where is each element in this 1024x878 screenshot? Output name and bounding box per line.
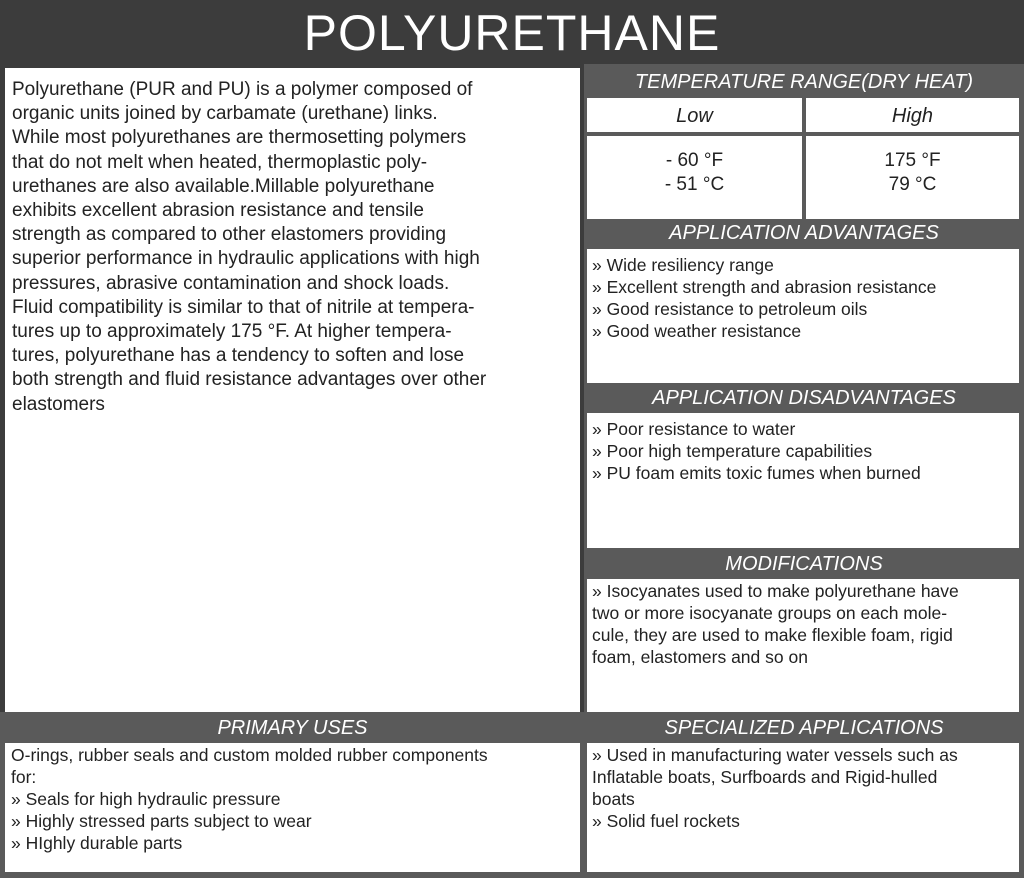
primary-uses-line: O-rings, rubber seals and custom molded rubber components [11, 745, 488, 765]
specialized-line: » Used in manufacturing water vessels such as [592, 745, 958, 765]
description-line: organic units joined by carbamate (urethane) links. [12, 103, 438, 125]
primary-uses-heading: PRIMARY USES [5, 714, 580, 742]
primary-uses-line: » Seals for high hydraulic pressure [11, 789, 281, 809]
temperature-high-f: 175 °F [884, 150, 941, 171]
description-line: While most polyurethanes are thermosetting polymers [12, 127, 467, 149]
specialized-line: » Solid fuel rockets [592, 811, 740, 831]
temperature-high-values [806, 136, 1019, 219]
description-line: strength as compared to other elastomers providing [12, 224, 447, 246]
advantage-item: » Excellent strength and abrasion resistance [592, 277, 937, 297]
page-title: POLYURETHANE [303, 5, 721, 61]
description-line: tures up to approximately 175 °F. At higher tempera- [12, 321, 452, 343]
modifications-line: cule, they are used to make flexible foam, rigid [592, 625, 953, 645]
modifications-text [587, 579, 1019, 712]
description-line: urethanes are also available.Millable polyurethane [12, 175, 435, 197]
temperature-low-label: Low [587, 98, 802, 132]
modifications-line: » Isocyanates used to make polyurethane have [592, 581, 959, 601]
description-line: superior performance in hydraulic applications with high [12, 248, 480, 270]
primary-uses-line: for: [11, 767, 37, 787]
disadvantage-item: » Poor resistance to water [592, 419, 796, 439]
primary-uses-line: » Highly stressed parts subject to wear [11, 811, 312, 831]
description-line: elastomers [12, 393, 105, 415]
description-line: that do not melt when heated, thermoplastic poly- [12, 151, 428, 173]
primary-uses-text [5, 743, 580, 872]
modifications-line: foam, elastomers and so on [592, 647, 808, 667]
advantage-item: » Good weather resistance [592, 321, 802, 341]
advantage-item: » Wide resiliency range [592, 255, 774, 275]
specialized-heading: SPECIALIZED APPLICATIONS [584, 714, 1024, 742]
temperature-low-c: - 51 °C [664, 174, 725, 195]
modifications-heading: MODIFICATIONS [584, 550, 1024, 578]
specialized-line: Inflatable boats, Surfboards and Rigid-hulled [592, 767, 938, 787]
temperature-low-values [587, 136, 802, 219]
description-line: exhibits excellent abrasion resistance and tensile [12, 200, 424, 222]
advantage-item: » Good resistance to petroleum oils [592, 299, 868, 319]
temperature-high-c: 79 °C [888, 174, 937, 195]
disadvantage-item: » Poor high temperature capabilities [592, 441, 873, 461]
description-line: Fluid compatibility is similar to that of nitrile at tempera- [12, 296, 475, 318]
description-line: pressures, abrasive contamination and shock loads. [12, 272, 450, 294]
temperature-high-label: High [806, 98, 1019, 132]
temperature-heading: TEMPERATURE RANGE(DRY HEAT) [584, 68, 1024, 96]
advantages-list [587, 249, 1019, 383]
modifications-line: two or more isocyanate groups on each mole- [592, 603, 948, 623]
description-line: Polyurethane (PUR and PU) is a polymer composed of [12, 79, 473, 100]
description-box [5, 68, 580, 712]
disadvantages-list [587, 413, 1019, 548]
disadvantages-heading: APPLICATION DISADVANTAGES [584, 384, 1024, 412]
specialized-text [587, 743, 1019, 872]
disadvantage-item: » PU foam emits toxic fumes when burned [592, 463, 921, 483]
description-line: both strength and fluid resistance advantages over other [12, 369, 487, 391]
temperature-low-f: - 60 °F [665, 150, 724, 171]
description-line: tures, polyurethane has a tendency to soften and lose [12, 345, 465, 367]
advantages-heading: APPLICATION ADVANTAGES [584, 219, 1024, 247]
specialized-line: boats [592, 789, 635, 809]
primary-uses-line: » HIghly durable parts [11, 833, 183, 853]
